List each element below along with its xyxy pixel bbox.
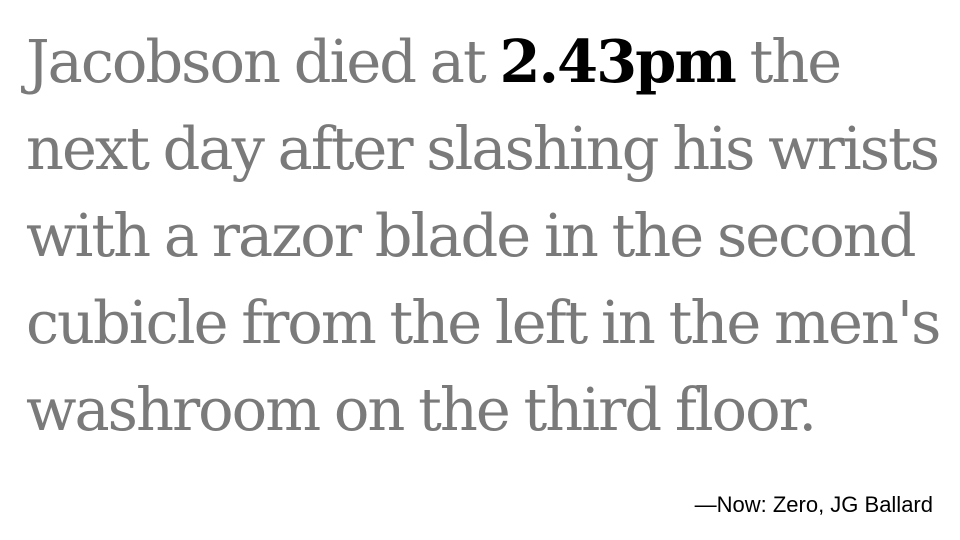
attribution: —Now: Zero, JG Ballard [694,492,933,517]
quote-line-3: with a razor blade in the second [26,201,915,270]
quote-line-1 [26,18,946,105]
highlighted-time: 2.43pm [499,27,735,96]
quote-line-1-after: the [734,27,841,96]
quote-line-5: washroom on the third floor. [26,375,816,444]
quote-line-4: cubicle from the left in the men's [26,288,940,357]
quote-line-1-before: Jacobson died at [26,27,500,96]
quote-text [26,18,946,453]
quote-line-2: next day after slashing his wrists [26,114,939,183]
